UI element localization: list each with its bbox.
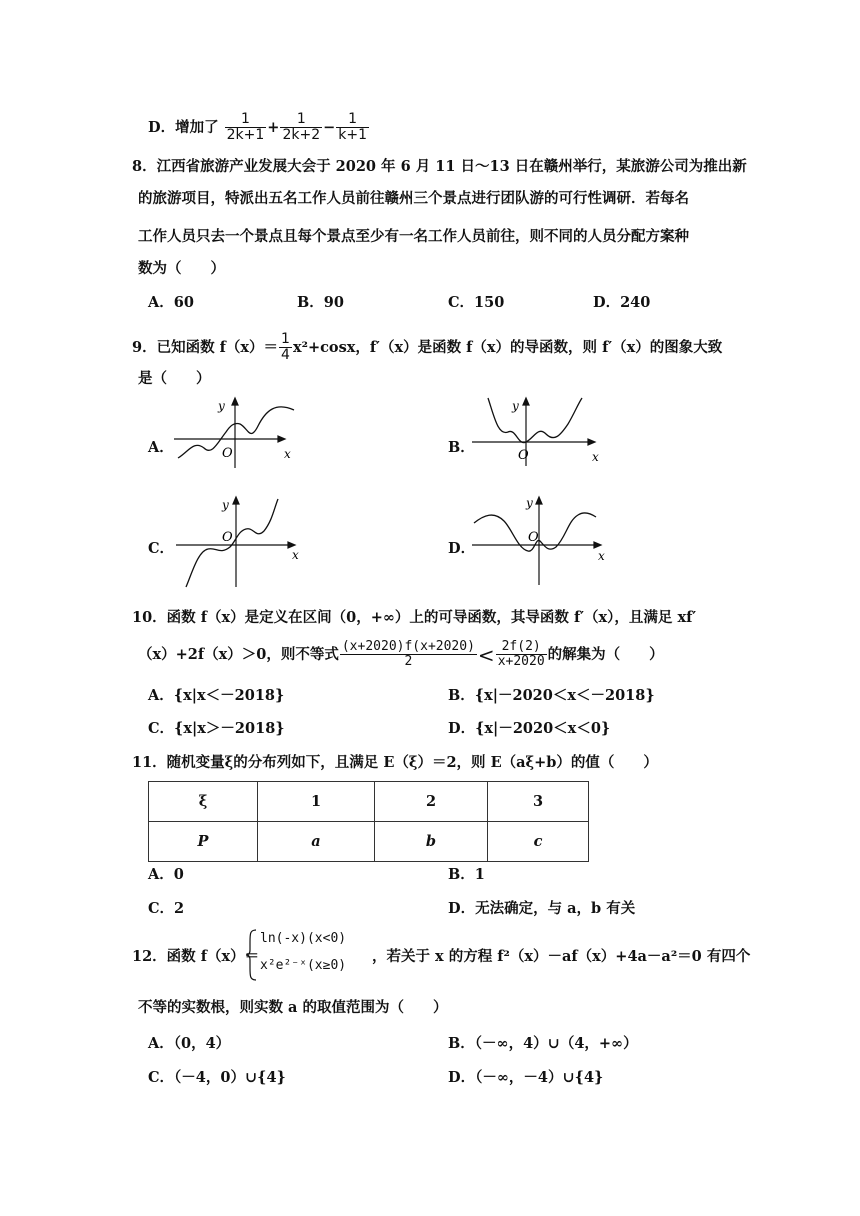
q11-line-1: 11．随机变量ξ的分布列如下，且满足 E（ξ）＝2，则 E（aξ+b）的值（ ） [132,754,658,771]
q9-graph-a-origin: O [222,446,233,461]
q7-fraction-1-numerator: 1 [225,112,267,128]
q9-graph-b-x-label: x [592,450,599,464]
q11-distribution-table [148,781,589,862]
q9-graph-c-origin: O [222,530,233,545]
q11-option-a: A．0 [148,866,184,883]
q7-fraction-1 [225,112,267,144]
q7-fraction-3-denominator: k+1 [338,127,368,144]
table-cell: c [488,822,589,862]
q9-graph-c [174,495,304,590]
q7-option-d [148,112,370,144]
q12-suffix: ，若关于 x 的方程 f²（x）－af（x）+4a－a²＝0 有四个 [372,948,751,965]
q9-graph-d [470,493,610,588]
table-cell: b [375,822,488,862]
q11-option-b: B．1 [448,866,485,883]
q7-fraction-2-denominator: 2k+2 [282,127,321,144]
q9-option-b-label: B． [448,439,475,456]
q7-fraction-3 [336,112,369,144]
q12-line-2: 不等的实数根，则实数 a 的取值范围为（ ） [138,999,448,1016]
q10-rhs-denominator: x+2020 [497,654,545,670]
q9-graph-c-x-label: x [292,548,299,562]
q9-graph-d-origin: O [528,530,539,545]
q9-graph-a [170,396,300,471]
q12-prefix: 12．函数 f（x）＝ [132,948,260,965]
table-cell: a [258,822,375,862]
table-row [149,822,589,862]
q9-fraction [279,332,292,364]
q9-graph-b-y-label: y [512,399,519,413]
table-cell: P [149,822,258,862]
q10-suffix: 的解集为（ ） [547,645,664,663]
q9-graph-b [468,396,603,468]
q10-lhs-numerator: (x+2020)f(x+2020) [341,639,475,654]
q7-option-d-prefix: D．增加了 [148,118,219,136]
q9-graph-b-origin: O [518,448,529,463]
q12-option-b: B．（－∞，4）∪（4，+∞） [448,1035,638,1052]
q7-fraction-1-denominator: 2k+1 [226,127,265,144]
q9-fraction-numerator: 1 [281,331,290,347]
table-cell: 2 [375,782,488,822]
q10-rhs-numerator: 2f(2) [496,640,547,655]
table-cell: 3 [488,782,589,822]
q10-option-d: D．{x|－2020＜x＜0} [448,720,611,737]
q9-fraction-denominator: 4 [281,347,290,364]
q8-line-2: 的旅游项目，特派出五名工作人员前往赣州三个景点进行团队游的可行性调研．若每名 [138,190,689,207]
q8-option-b: B．90 [297,294,344,311]
q12-brace-icon [244,928,258,982]
q9-line-1 [132,332,722,364]
table-row [149,782,589,822]
q9-option-a-label: A． [148,439,174,456]
q7-fraction-2 [280,112,322,144]
q12-case-2: x²e²⁻ˣ(x≥0) [260,958,347,973]
q9-graph-a-y-label: y [218,399,225,413]
q7-fraction-3-numerator: 1 [336,112,369,128]
q10-option-c: C．{x|x＞－2018} [148,720,285,737]
q9-graph-d-y-label: y [526,496,533,510]
q7-minus: − [323,118,336,136]
q8-line-3: 工作人员只去一个景点且每个景点至少有一名工作人员前往，则不同的人员分配方案种 [138,228,689,245]
q9-suffix: x²+cosx，f′（x）是函数 f（x）的导函数，则 f′（x）的图象大致 [292,338,723,356]
q10-line-2 [138,640,664,670]
table-cell: 1 [258,782,375,822]
q11-option-d: D．无法确定，与 a，b 有关 [448,900,636,917]
q9-line-2: 是（ ） [138,370,211,387]
q10-less-than: < [477,642,495,667]
q8-option-c: C．150 [448,294,505,311]
q10-prefix: （x）+2f（x）＞0，则不等式 [138,645,339,663]
q10-lhs-fraction [340,640,477,670]
q7-fraction-2-numerator: 1 [280,112,322,128]
q7-plus: + [267,118,280,136]
q9-graph-d-x-label: x [598,549,605,563]
q9-graph-c-y-label: y [222,498,229,512]
q10-rhs-fraction [496,640,547,670]
q10-line-1: 10．函数 f（x）是定义在区间（0，+∞）上的可导函数，其导函数 f′（x），且满足 xf′ [132,609,697,626]
q8-line-4: 数为（ ） [138,260,225,277]
q10-option-b: B．{x|－2020＜x＜－2018} [448,687,655,704]
q10-lhs-denominator: 2 [404,654,413,670]
q8-line-1: 8．江西省旅游产业发展大会于 2020 年 6 月 11 日～13 日在赣州举行，某旅游公司为推出新 [132,158,747,175]
q12-case-1: ln(-x)(x<0) [260,931,347,946]
q12-option-a: A．（0，4） [148,1035,231,1052]
table-cell: ξ [149,782,258,822]
q12-option-c: C．（－4，0）∪{4} [148,1069,286,1086]
q12-option-d: D．（－∞，－4）∪{4} [448,1069,604,1086]
q9-option-c-label: C． [148,540,175,557]
q11-option-c: C．2 [148,900,185,917]
q9-prefix: 9．已知函数 f（x）＝ [132,338,279,356]
q9-option-d-label: D． [448,540,476,557]
q8-option-a: A．60 [148,294,194,311]
q8-option-d: D．240 [593,294,651,311]
q9-graph-a-x-label: x [284,447,291,461]
q10-option-a: A．{x|x＜－2018} [148,687,285,704]
